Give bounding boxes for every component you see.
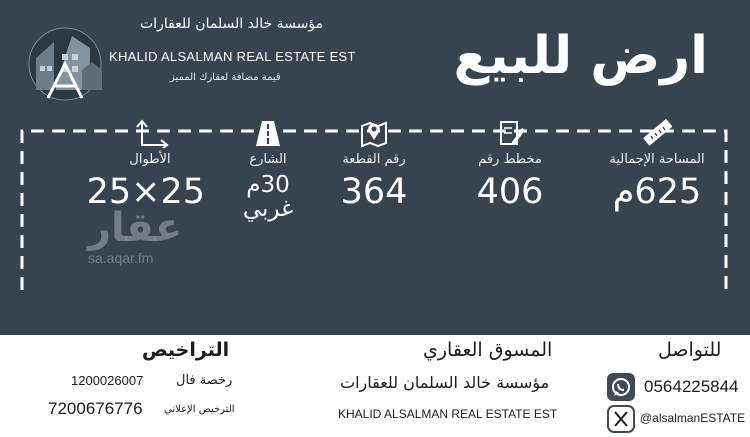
stat-dimensions — [86, 118, 205, 212]
aqar-watermark — [88, 205, 218, 266]
contact-title: للتواصل — [658, 339, 722, 361]
company-name-arabic: مؤسسة خالد السلمان للعقارات — [140, 16, 324, 32]
ad-license-number: 7200676776 — [48, 399, 143, 418]
stat-total-area — [602, 118, 712, 212]
contact-handle[interactable]: @alsalmanESTATE — [640, 411, 746, 425]
stat-plot-number — [319, 118, 429, 212]
stat-label: المساحة الإجمالية — [609, 152, 705, 167]
watermark-brand: عقار — [88, 205, 183, 251]
x-logo-icon[interactable] — [607, 405, 635, 433]
road-icon — [248, 118, 288, 148]
fal-license-label: رخصة فال — [176, 373, 233, 388]
stat-label: الشارع — [249, 152, 287, 167]
company-tagline: قيمة مضافة لعقارك المميز — [170, 72, 281, 83]
company-name-english: KHALID ALSALMAN REAL ESTATE EST — [109, 49, 356, 64]
marketer-name-arabic: مؤسسة خالد السلمان للعقارات — [340, 373, 550, 392]
company-logo — [22, 24, 108, 104]
contact-phone[interactable]: 0564225844 — [644, 377, 739, 396]
stat-label: مخطط رقم — [478, 152, 542, 167]
stat-value: 406 — [476, 172, 544, 212]
licenses-title: التراخيص — [142, 339, 230, 361]
stat-value-line2: غربي — [242, 196, 294, 223]
map-pin-icon — [354, 118, 394, 148]
stat-value: 364 — [340, 172, 408, 212]
ruler-icon — [637, 118, 677, 148]
stat-street — [213, 118, 323, 221]
stat-value: 25×25 — [86, 172, 205, 212]
whatsapp-icon[interactable] — [607, 373, 635, 401]
page-title: ارض للبيع — [453, 26, 708, 86]
stat-value-line1: 30م — [246, 172, 290, 198]
marketer-title: المسوق العقاري — [423, 339, 553, 361]
dimensions-arrows-icon — [130, 118, 170, 148]
stat-plan-number — [455, 118, 565, 212]
marketer-name-english: KHALID ALSALMAN REAL ESTATE EST — [338, 407, 558, 421]
document-edit-icon — [490, 118, 530, 148]
watermark-url: sa.aqar.fm — [88, 250, 154, 266]
ad-license-label: الترخيص الإعلاني — [164, 404, 235, 415]
footer — [0, 335, 750, 437]
stat-value: 625م — [612, 172, 702, 212]
fal-license-number: 1200026007 — [71, 373, 144, 388]
stat-label: الأطوال — [129, 152, 171, 167]
stat-label: رقم القطعة — [342, 152, 406, 167]
